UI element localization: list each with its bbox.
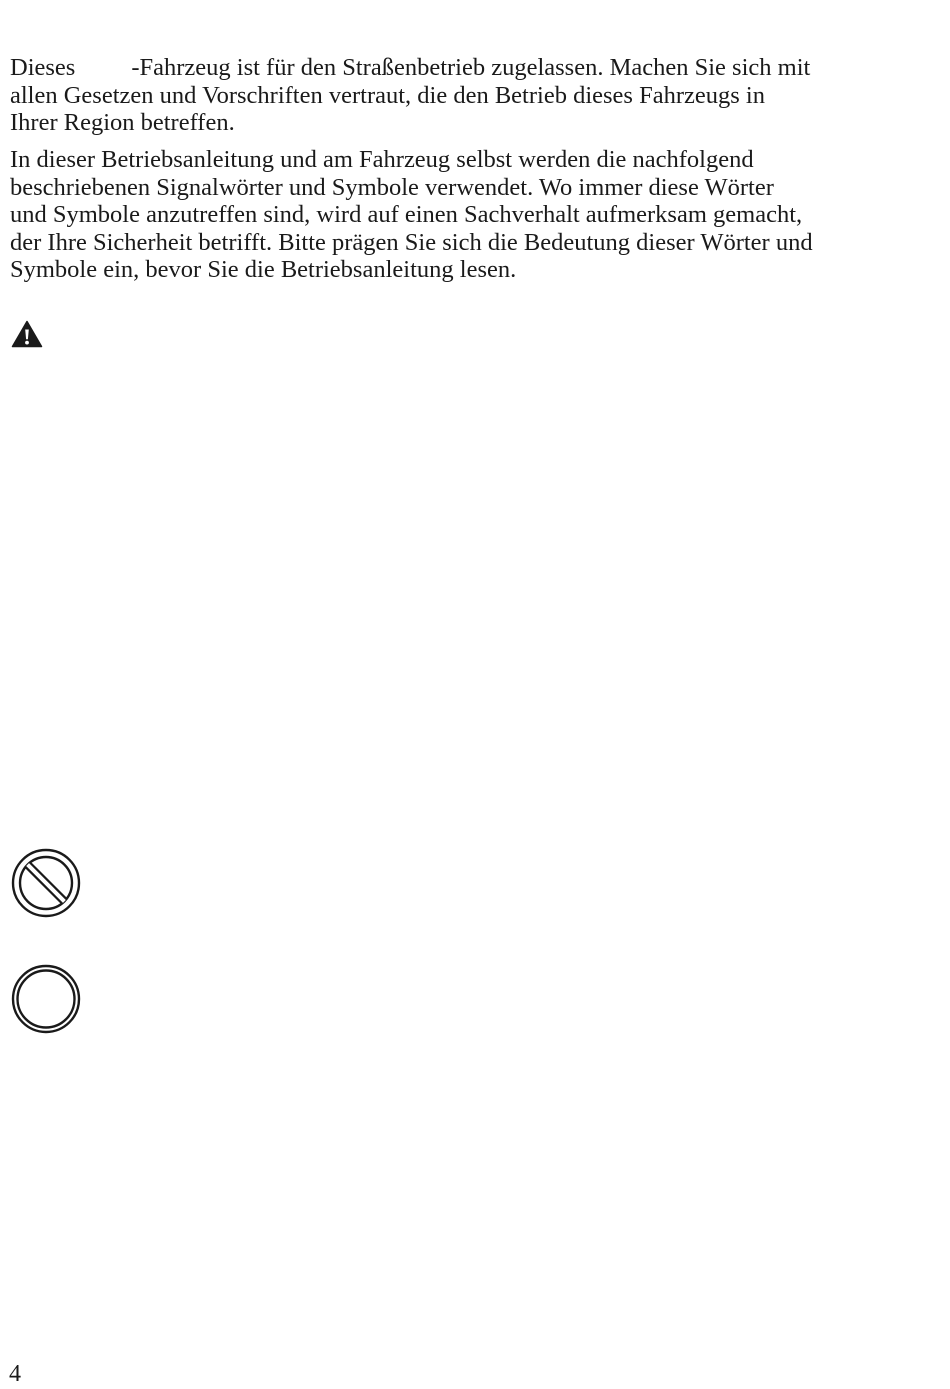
intro-line-2: allen Gesetzen und Vorschriften vertraut, die den Betrieb dieses Fahrzeugs in — [10, 81, 765, 109]
mandatory-circle-icon — [11, 964, 81, 1034]
intro-line-1-rest: -Fahrzeug ist für den Straßenbetrieb zugelassen. Machen Sie sich mit — [131, 54, 811, 81]
prohibition-icon — [11, 848, 81, 918]
signal-words-line: und Symbole anzutreffen sind, wird auf einen Sachverhalt aufmerksam gemacht, — [10, 201, 803, 228]
page-number: 4 — [9, 1361, 21, 1387]
intro-paragraph — [10, 54, 915, 137]
signal-words-line: beschriebenen Signalwörter und Symbole verwendet. Wo immer diese Wörter — [10, 173, 774, 201]
intro-word-dieses: Dieses — [10, 54, 76, 81]
signal-words-line: Symbole ein, bevor Sie die Betriebsanleitung lesen. — [10, 256, 517, 283]
signal-words-paragraph — [10, 146, 915, 284]
signal-words-line: In dieser Betriebsanleitung und am Fahrzeug selbst werden die nachfolgend — [10, 146, 754, 173]
intro-line-3: Ihrer Region betreffen. — [10, 109, 235, 136]
warning-triangle-icon — [11, 320, 43, 348]
signal-words-line: der Ihre Sicherheit betrifft. Bitte prägen Sie sich die Bedeutung dieser Wörter und — [10, 228, 813, 256]
intro-line-1 — [10, 54, 915, 82]
